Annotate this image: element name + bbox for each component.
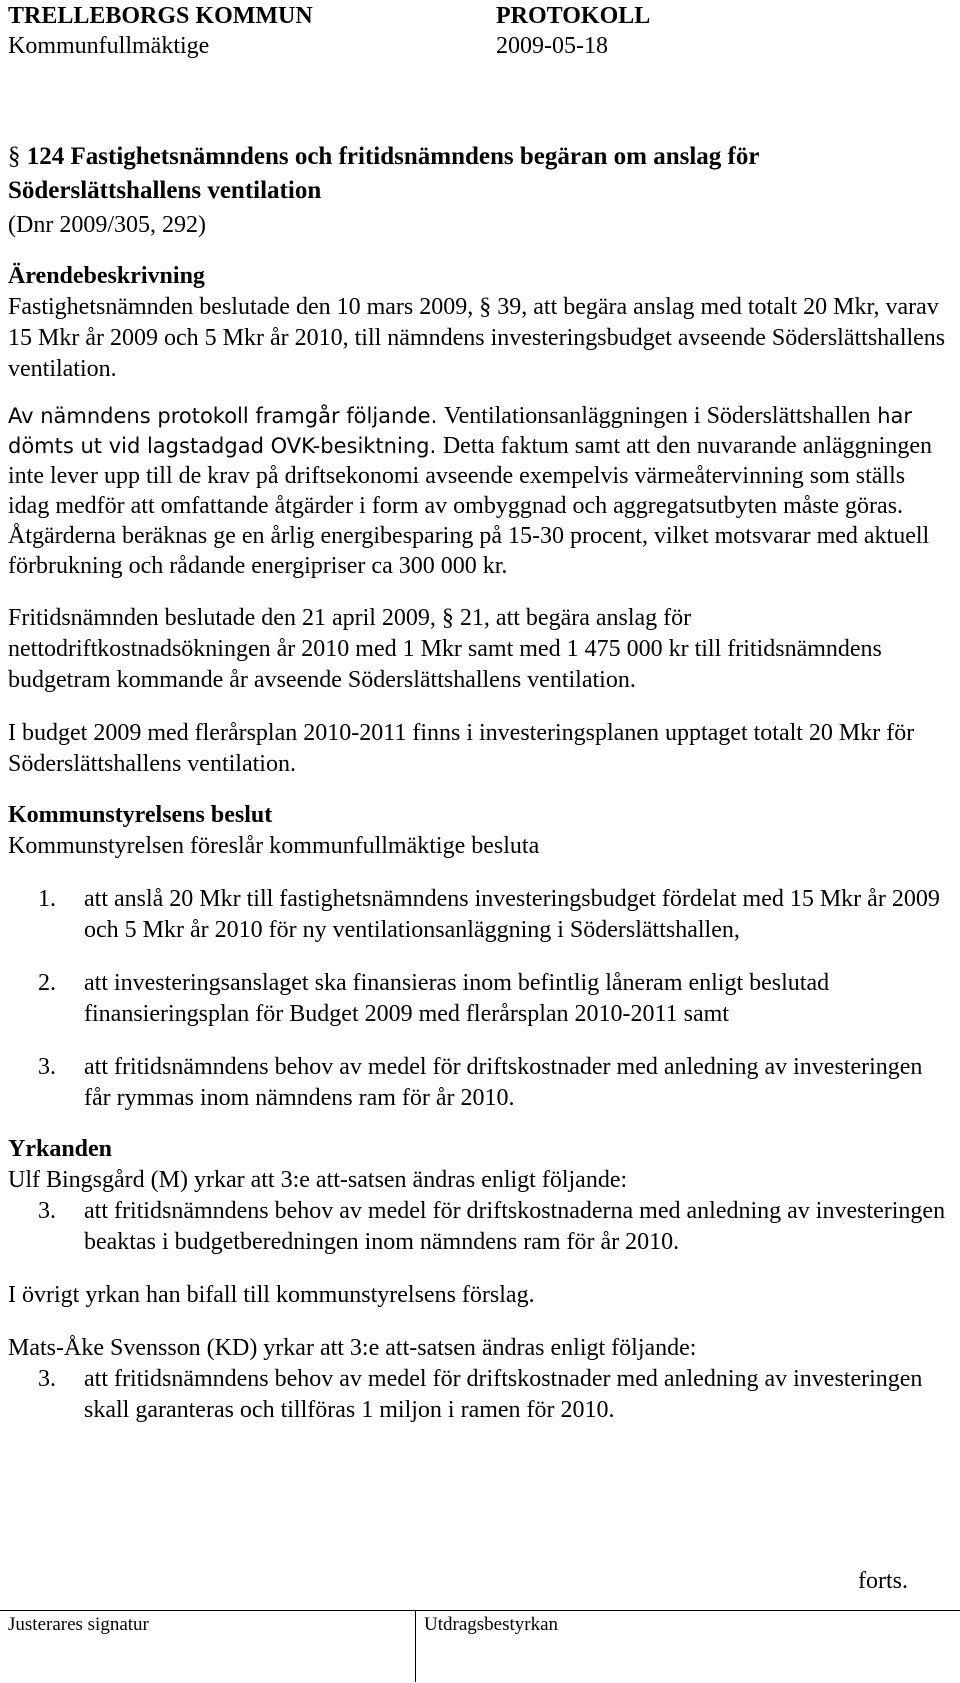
utdragsbestyrkan-label: Utdragsbestyrkan — [424, 1614, 559, 1635]
arendebeskrivning-para2 — [8, 401, 948, 581]
protocol-content — [8, 140, 948, 1426]
decision-item — [8, 1052, 948, 1114]
amendment-text: att fritidsnämndens behov av medel för driftskostnaderna med anledning av investeringen beaktas i budgetberedningen inom nämndens ram för år 2010. — [84, 1198, 946, 1255]
diarienummer: (Dnr 2009/305, 292) — [8, 212, 206, 238]
continued-marker: forts. — [858, 1568, 908, 1594]
yrkanden-heading: Yrkanden — [8, 1136, 113, 1162]
decision-item — [8, 968, 948, 1030]
decision-list — [8, 884, 948, 1114]
yrkande1-intro: Ulf Bingsgård (M) yrkar att 3:e att-satsen ändras enligt följande: — [8, 1167, 628, 1193]
case-title-line1: 124 Fastighetsnämndens och fritidsnämndens begäran om anslag för — [26, 143, 760, 170]
arendebeskrivning-para1: Fastighetsnämnden beslutade den 10 mars 2009, § 39, att begära anslag med totalt 20 Mkr, varav 15 Mkr år 2009 och 5 Mkr år 2010, till nämndens investeringsbudget avseende Söderslättshallens ventilation. — [8, 294, 946, 382]
para2-sans-a: Av nämndens protokoll framgår följande. — [8, 404, 438, 428]
meeting-date: 2009-05-18 — [496, 33, 608, 59]
arendebeskrivning-para4: I budget 2009 med flerårsplan 2010-2011 finns i investeringsplanen upptaget totalt 20 Mkr för Söderslättshallens ventilation. — [8, 720, 915, 777]
ks-beslut-heading: Kommunstyrelsens beslut — [8, 802, 273, 828]
header-title-row — [8, 2, 936, 30]
case-title — [8, 140, 948, 208]
amendment-number: 3. — [38, 1366, 56, 1392]
header-subtitle-row — [8, 32, 936, 60]
justerares-signatur-label: Justerares signatur — [8, 1614, 149, 1635]
ks-beslut-intro: Kommunstyrelsen föreslår kommunfullmäktige besluta — [8, 833, 540, 859]
decision-text: att anslå 20 Mkr till fastighetsnämndens investeringsbudget fördelat med 15 Mkr år 2009 och 5 Mkr år 2010 för ny ventilationsanläggning i Söderslättshallen, — [84, 886, 940, 943]
document-type: PROTOKOLL — [496, 3, 651, 29]
para2-sans-b: har dömts ut vid lagstadgad OVK-besiktning. — [8, 404, 913, 458]
meeting-body: Kommunfullmäktige — [8, 33, 210, 59]
yrkande2-amendment — [8, 1364, 948, 1426]
amendment-number: 3. — [38, 1198, 56, 1224]
para2-serif-c: Åtgärderna beräknas ge en årlig energibesparing på 15-30 procent, vilket motsvarar med aktuell förbrukning och rådande energipriser ca 300 000 kr. — [8, 523, 930, 579]
decision-number: 1. — [38, 886, 56, 912]
footer-divider-line — [0, 1610, 960, 1611]
decision-text: att fritidsnämndens behov av medel för driftskostnader med anledning av investeringen får rymmas inom nämndens ram för år 2010. — [84, 1054, 923, 1111]
para2-serif-b: Detta faktum samt att den nuvarande anläggningen inte lever upp till de krav på driftsekonomi avseende exempelvis värmeåtervinning som ställs idag medför att omfattande åtgärder i form av ombyggnad och aggregatsutbyten måste göras. — [8, 433, 932, 519]
organisation-name: TRELLEBORGS KOMMUN — [8, 3, 313, 29]
arendebeskrivning-heading: Ärendebeskrivning — [8, 263, 205, 289]
footer-column-divider — [415, 1610, 416, 1682]
arendebeskrivning-para3: Fritidsnämnden beslutade den 21 april 2009, § 21, att begära anslag för nettodriftkostnadsökningen år 2010 med 1 Mkr samt med 1 475 000 kr till fritidsnämndens budgetram kommande år avseende Söderslättshallens ventilation. — [8, 605, 882, 693]
yrkande1-amendment — [8, 1196, 948, 1258]
decision-number: 2. — [38, 970, 56, 996]
decision-number: 3. — [38, 1054, 56, 1080]
yrkande1-ovrigt: I övrigt yrkan han bifall till kommunstyrelsens förslag. — [8, 1282, 535, 1308]
decision-item — [8, 884, 948, 946]
section-mark: § — [8, 143, 21, 170]
decision-text: att investeringsanslaget ska finansieras inom befintlig låneram enligt beslutad finansieringsplan för Budget 2009 med flerårsplan 2010-2011 samt — [84, 970, 830, 1027]
yrkande2-intro: Mats-Åke Svensson (KD) yrkar att 3:e att-satsen ändras enligt följande: — [8, 1335, 697, 1361]
case-title-line2: Söderslättshallens ventilation — [8, 177, 322, 204]
amendment-text: att fritidsnämndens behov av medel för driftskostnader med anledning av investeringen skall garanteras och tillföras 1 miljon i ramen för 2010. — [84, 1366, 923, 1423]
para2-serif-a: Ventilationsanläggningen i Söderslättshallen — [443, 403, 871, 429]
